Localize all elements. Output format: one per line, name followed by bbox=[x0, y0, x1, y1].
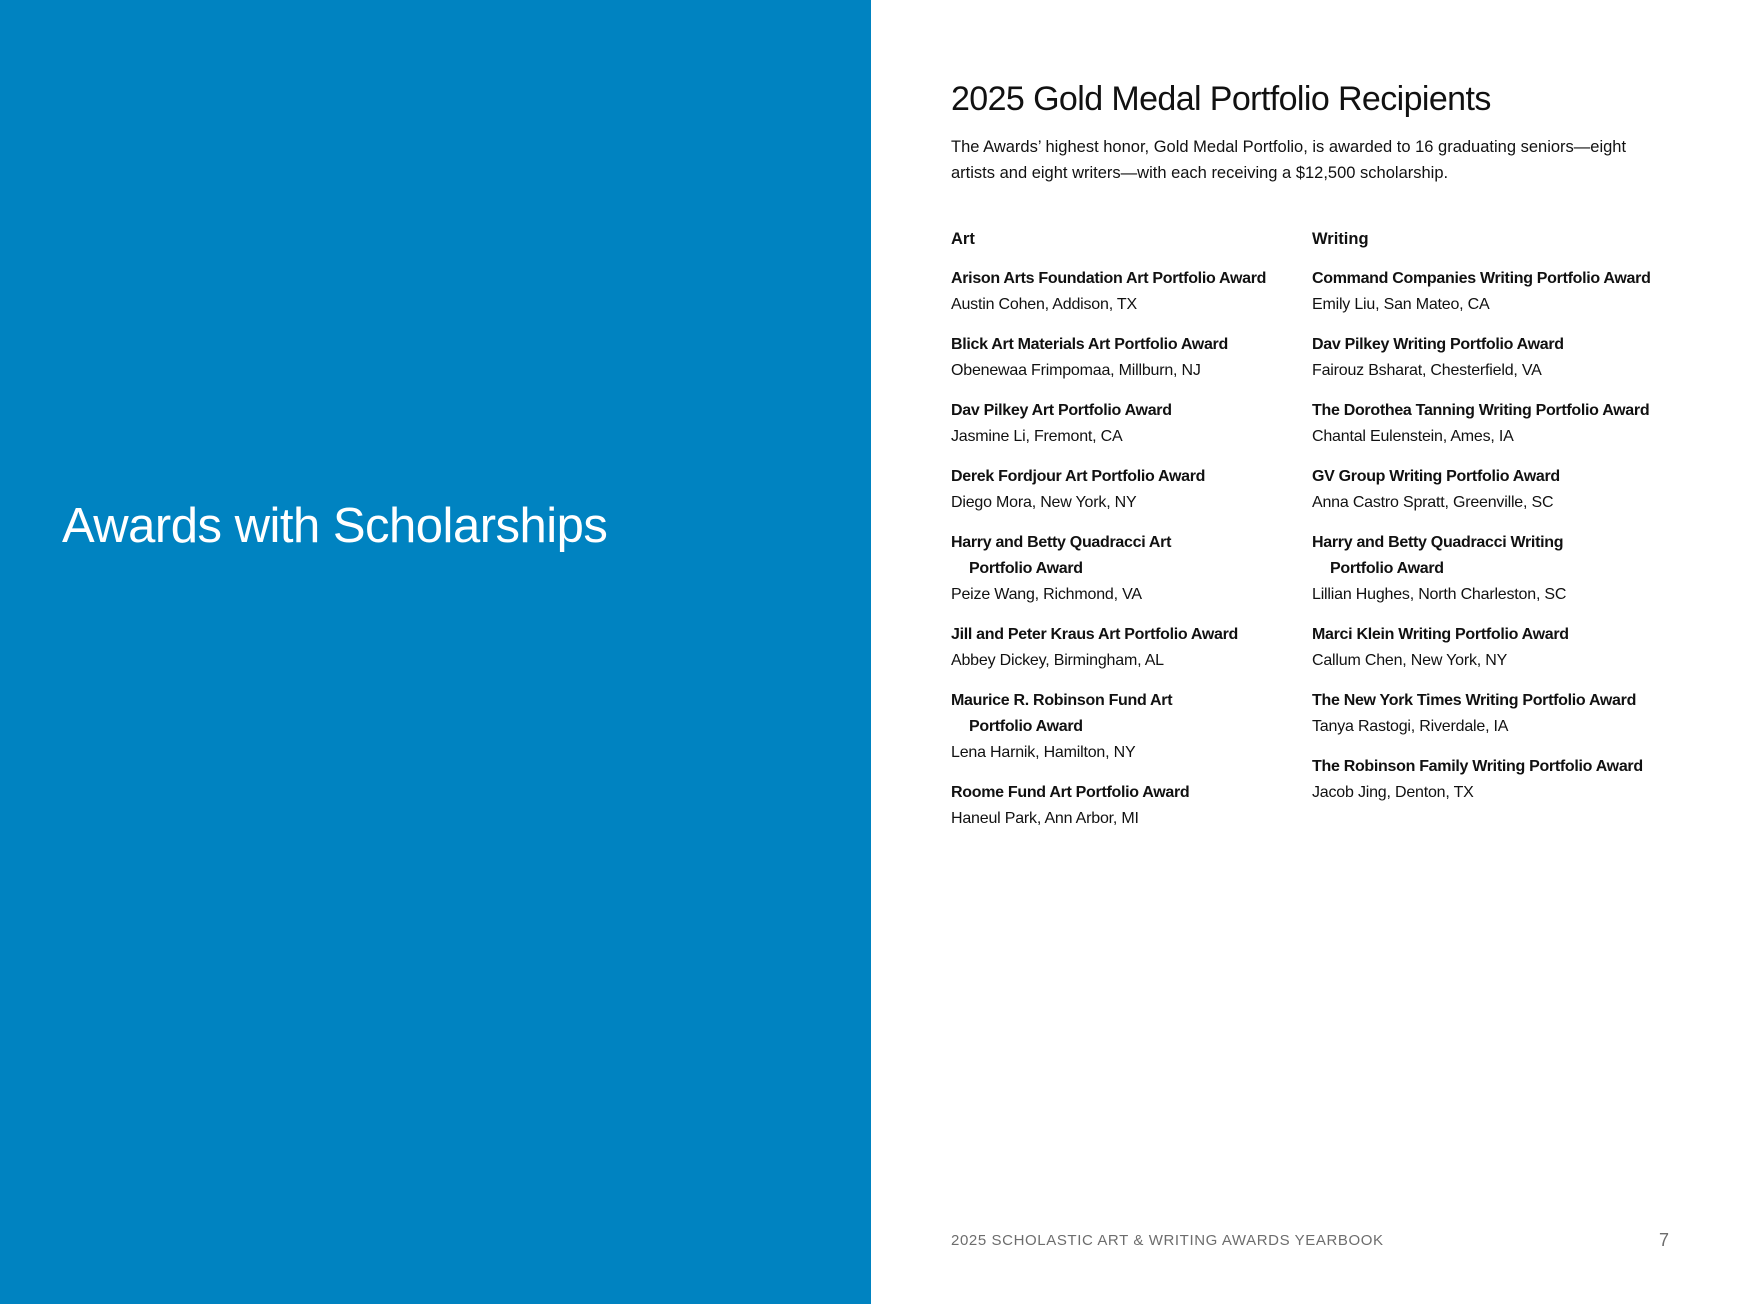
award-entry bbox=[951, 398, 1306, 450]
award-recipient: Lillian Hughes, North Charleston, SC bbox=[1312, 586, 1567, 603]
award-entry bbox=[1312, 332, 1667, 384]
award-name-line-1: Harry and Betty Quadracci Art bbox=[951, 534, 1172, 551]
writing-column bbox=[1312, 226, 1667, 820]
award-name-line-2: Portfolio Award bbox=[969, 560, 1083, 577]
footer-label: 2025 SCHOLASTIC ART & WRITING AWARDS YEARBOOK bbox=[951, 1232, 1384, 1249]
award-name-line-2: Portfolio Award bbox=[1330, 560, 1444, 577]
writing-heading: Writing bbox=[1312, 230, 1369, 248]
award-recipient: Austin Cohen, Addison, TX bbox=[951, 296, 1137, 313]
award-name: Arison Arts Foundation Art Portfolio Award bbox=[951, 270, 1267, 287]
award-entry bbox=[951, 688, 1306, 766]
award-recipient: Jasmine Li, Fremont, CA bbox=[951, 428, 1123, 445]
award-name: The New York Times Writing Portfolio Award bbox=[1312, 692, 1637, 709]
award-entry bbox=[1312, 530, 1667, 608]
award-recipient: Abbey Dickey, Birmingham, AL bbox=[951, 652, 1164, 669]
award-recipient: Tanya Rastogi, Riverdale, IA bbox=[1312, 718, 1509, 735]
award-name: Roome Fund Art Portfolio Award bbox=[951, 784, 1190, 801]
award-entry bbox=[951, 464, 1306, 516]
award-entry bbox=[1312, 464, 1667, 516]
award-recipient: Anna Castro Spratt, Greenville, SC bbox=[1312, 494, 1554, 511]
award-name: GV Group Writing Portfolio Award bbox=[1312, 468, 1560, 485]
section-title: Awards with Scholarships bbox=[62, 499, 608, 553]
award-name: Derek Fordjour Art Portfolio Award bbox=[951, 468, 1206, 485]
award-entry bbox=[951, 780, 1306, 832]
award-name bbox=[951, 688, 1306, 740]
award-recipient: Emily Liu, San Mateo, CA bbox=[1312, 296, 1490, 313]
award-entry bbox=[1312, 266, 1667, 318]
page-title: 2025 Gold Medal Portfolio Recipients bbox=[951, 80, 1491, 118]
award-recipient: Diego Mora, New York, NY bbox=[951, 494, 1137, 511]
award-recipient: Lena Harnik, Hamilton, NY bbox=[951, 744, 1136, 761]
intro-line-2: artists and eight writers—with each receiving a $12,500 scholarship. bbox=[951, 164, 1449, 182]
award-name bbox=[951, 530, 1306, 582]
award-name-line-2: Portfolio Award bbox=[969, 718, 1083, 735]
award-recipient: Haneul Park, Ann Arbor, MI bbox=[951, 810, 1139, 827]
award-name bbox=[1312, 530, 1667, 582]
award-entry bbox=[1312, 754, 1667, 806]
award-entry bbox=[1312, 622, 1667, 674]
award-name: The Dorothea Tanning Writing Portfolio Award bbox=[1312, 402, 1650, 419]
award-entry bbox=[1312, 688, 1667, 740]
intro-line-1: The Awards’ highest honor, Gold Medal Portfolio, is awarded to 16 graduating seniors—eight bbox=[951, 138, 1627, 156]
award-name: Marci Klein Writing Portfolio Award bbox=[1312, 626, 1569, 643]
award-entry bbox=[951, 530, 1306, 608]
art-column bbox=[951, 226, 1306, 846]
award-recipient: Peize Wang, Richmond, VA bbox=[951, 586, 1142, 603]
content-panel bbox=[871, 0, 1742, 1304]
award-entry bbox=[951, 622, 1306, 674]
award-name: The Robinson Family Writing Portfolio Award bbox=[1312, 758, 1643, 775]
award-name-line-1: Maurice R. Robinson Fund Art bbox=[951, 692, 1173, 709]
award-name: Command Companies Writing Portfolio Award bbox=[1312, 270, 1651, 287]
award-recipient: Fairouz Bsharat, Chesterfield, VA bbox=[1312, 362, 1542, 379]
award-recipient: Callum Chen, New York, NY bbox=[1312, 652, 1508, 669]
award-name: Dav Pilkey Writing Portfolio Award bbox=[1312, 336, 1564, 353]
award-entry bbox=[951, 332, 1306, 384]
award-recipient: Jacob Jing, Denton, TX bbox=[1312, 784, 1474, 801]
page-number: 7 bbox=[1658, 1230, 1669, 1250]
award-entry bbox=[1312, 398, 1667, 450]
award-name: Blick Art Materials Art Portfolio Award bbox=[951, 336, 1228, 353]
award-name: Dav Pilkey Art Portfolio Award bbox=[951, 402, 1172, 419]
award-name-line-1: Harry and Betty Quadracci Writing bbox=[1312, 534, 1564, 551]
award-recipient: Obenewaa Frimpomaa, Millburn, NJ bbox=[951, 362, 1201, 379]
award-recipient: Chantal Eulenstein, Ames, IA bbox=[1312, 428, 1514, 445]
art-heading: Art bbox=[951, 230, 975, 248]
award-entry bbox=[951, 266, 1306, 318]
award-name: Jill and Peter Kraus Art Portfolio Award bbox=[951, 626, 1239, 643]
intro-paragraph bbox=[951, 134, 1671, 186]
